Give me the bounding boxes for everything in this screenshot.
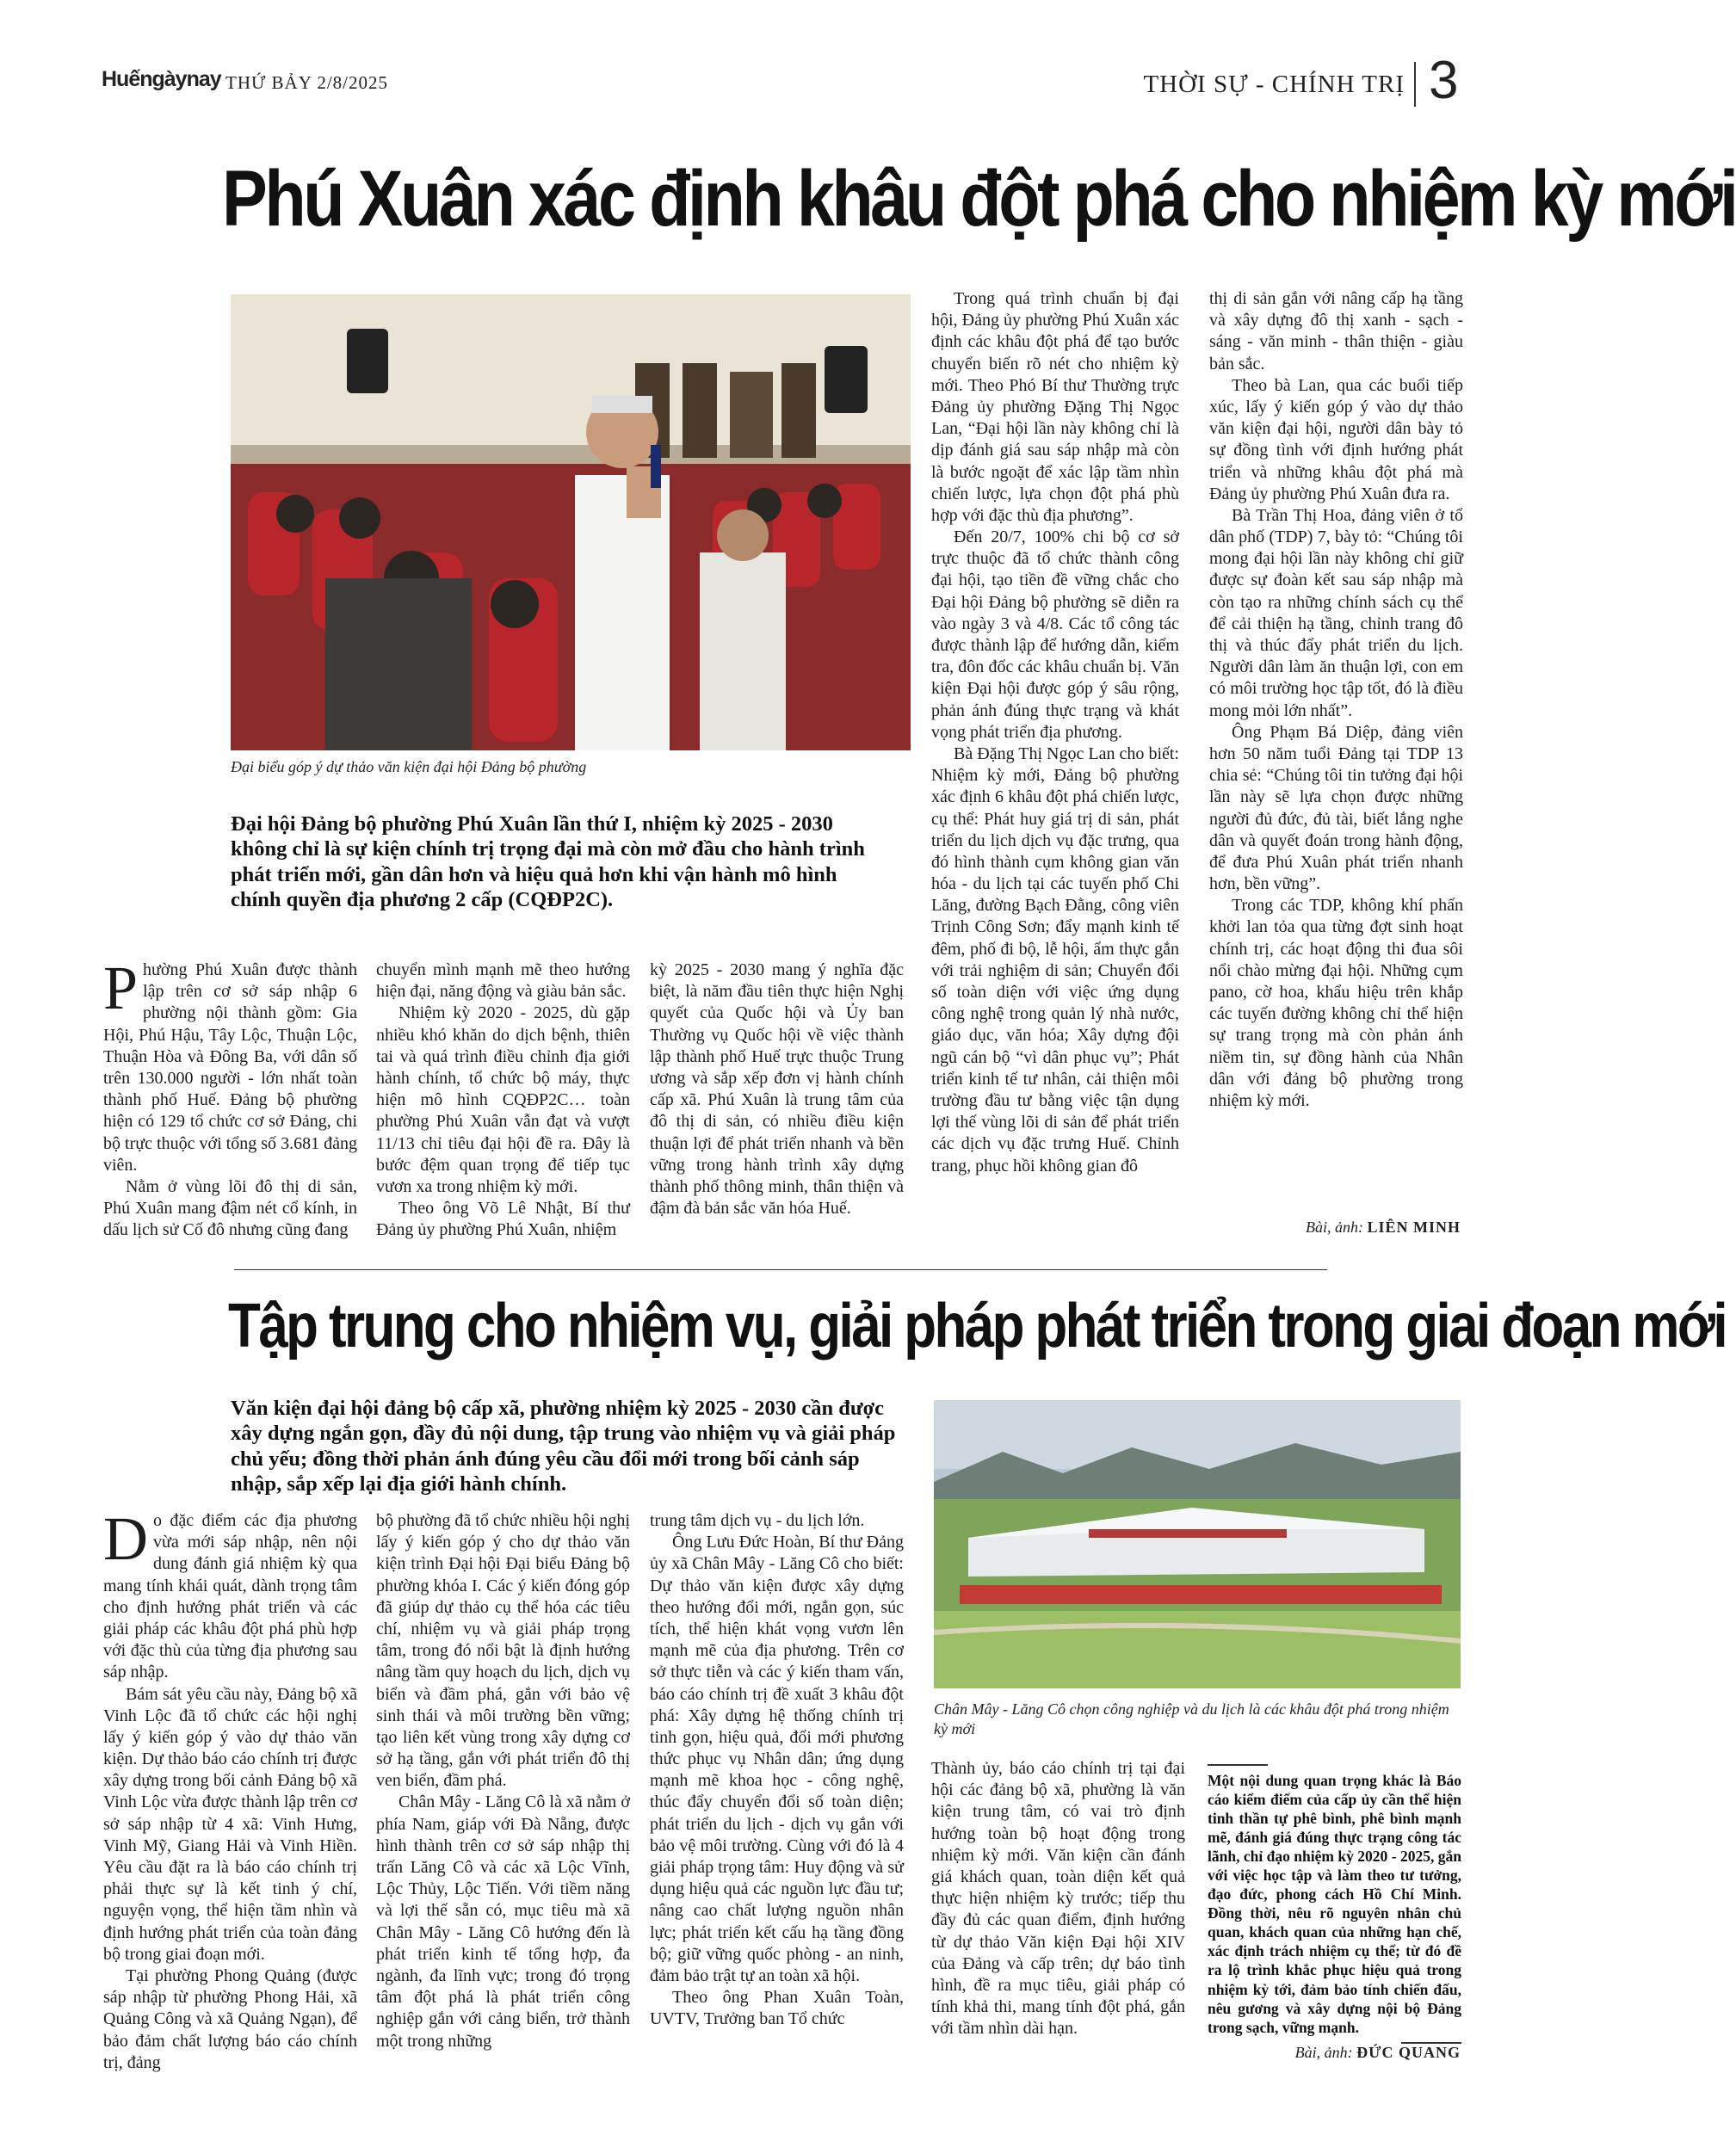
paragraph: Ông Phạm Bá Diệp, đảng viên hơn 50 năm tuổi Đảng tại TDP 13 chia sẻ: “Chúng tôi tin tưởng đại hội lần này sẽ lựa chọn được những người đủ đức, đủ tài, biết lắng nghe dân và quyết đoán trong hành động, để đưa Phú Xuân phát triển nhanh hơn, bền vững”. (1209, 722, 1463, 894)
paragraph: o đặc điểm các địa phương vừa mới sáp nhập, nên nội dung đánh giá nhiệm kỳ qua mang tính khái quát, dành trọng tâm cho định hướng phát triển và các giải pháp các khâu đột phá phù hợp với đặc thù của từng địa phương sau sáp nhập. (103, 1511, 357, 1682)
article2-headline: Tập trung cho nhiệm vụ, giải pháp phát triển trong giai đoạn mới (228, 1292, 1726, 1361)
section-title: THỜI SỰ - CHÍNH TRỊ (1143, 71, 1405, 98)
article2-column-1 (103, 1504, 357, 2074)
byline-prefix: Bài, ảnh: (1305, 1219, 1363, 1236)
sidebar-text: Một nội dung quan trọng khác là Báo cáo kiểm điểm của cấp ủy cần thể hiện tinh thần tự phê bình, phê bình mạnh mẽ, đánh giá đúng thực trạng công tác lãnh, chỉ đạo nhiệm kỳ 2020 - 2025, gắn với việc học tập và làm theo tư tưởng, đạo đức, phong cách Hồ Chí Minh. Đồng thời, nêu rõ nguyên nhân chủ quan, khách quan của những hạn chế, xác định trách nhiệm cụ thể; từ đó đề ra lộ trình khắc phục hiệu quả trong nhiệm kỳ tới, đảm bảo tính chiến đấu, nêu gương và xây dựng nội bộ Đảng trong sạch, vững mạnh. (1208, 1772, 1461, 2036)
issue-date: THỨ BẢY 2/8/2025 (225, 72, 389, 93)
article1-column-2 (376, 960, 630, 1241)
paragraph: Nằm ở vùng lõi đô thị di sản, Phú Xuân mang đậm nét cổ kính, in dấu lịch sử Cố đô nhưng cũng đang (103, 1176, 357, 1240)
paragraph: Tại phường Phong Quảng (được sáp nhập từ phường Phong Hải, xã Quảng Công và xã Quảng Ngạn), để bảo đảm chất lượng báo cáo chính trị, đảng (103, 1965, 357, 2072)
article1-column-4 (931, 288, 1179, 1177)
paragraph: Bà Trần Thị Hoa, đảng viên ở tổ dân phố (TDP) 7, bày tỏ: “Chúng tôi mong đại hội lần này không chỉ giữ được sự đoàn kết sau sáp nhập mà còn tạo ra những chính sách cụ thể để cải thiện hạ tầng, chỉnh trang đô thị và thúc đẩy phát triển du lịch. Người dân làm ăn thuận lợi, con em có môi trường học tập tốt, đó là điều mong mỏi lớn nhất”. (1209, 505, 1463, 720)
article1-column-3 (650, 960, 904, 1219)
paragraph: bộ phường đã tổ chức nhiều hội nghị lấy ý kiến góp ý cho dự thảo văn kiện trình Đại hội Đại biểu Đảng bộ phường khóa I. Các ý kiến đóng góp đã giúp dự thảo cụ thể hóa các tiêu chí, nhiệm vụ và giải pháp trọng tâm, trong đó nổi bật là định hướng nâng tầm quy hoạch du lịch, dịch vụ biển và đầm phá, gắn với bảo vệ sinh thái và môi trường bền vững; tạo liên kết vùng trong xây dựng cơ sở hạ tầng, gắn với phát triển đô thị ven biển, đầm phá. (376, 1511, 630, 1791)
article2-column-4 (931, 1758, 1185, 2039)
header-divider (1414, 62, 1416, 107)
paragraph: Trong quá trình chuẩn bị đại hội, Đảng ủy phường Phú Xuân xác định các khâu đột phá để tạo bước chuyển biến rõ nét cho nhiệm kỳ mới. Theo Phó Bí thư Thường trực Đảng ủy phường Đặng Thị Ngọc Lan, “Đại hội lần này không chỉ là dịp đánh giá sau sáp nhập mà còn là bước ngoặt để xác lập tầm nhìn chiến lược, lựa chọn đột phá phù hợp với đặc thù địa phương”. (931, 289, 1179, 525)
paragraph: Nhiệm kỳ 2020 - 2025, dù gặp nhiều khó khăn do dịch bệnh, thiên tai và quá trình điều chỉnh địa giới hành chính, tổ chức bộ máy, thực hiện mô hình CQĐP2C… toàn phường Phú Xuân vẫn đạt và vượt 11/13 chỉ tiêu đại hội đề ra. Đây là bước đệm quan trọng để tiếp tục vươn xa trong nhiệm kỳ mới. (376, 1003, 630, 1196)
paragraph: Theo ông Phan Xuân Toàn, UVTV, Trưởng ban Tổ chức (650, 1988, 904, 2029)
paragraph: Theo bà Lan, qua các buổi tiếp xúc, lấy ý kiến góp ý vào dự thảo văn kiện đại hội, người dân bày tỏ sự đồng tình với định hướng phát triển và những khâu đột phá mà Đảng ủy phường Phú Xuân đưa ra. (1209, 375, 1463, 503)
paragraph: Trong các TDP, không khí phấn khởi lan tỏa qua từng đợt sinh hoạt chính trị, các hoạt động thi đua sôi nổi chào mừng đại hội. Những cụm pano, cờ hoa, khẩu hiệu trên khắp các tuyến đường không chỉ thể hiện sự trang trọng mà còn phản ánh niềm tin, sự đồng hành của Nhân dân với đảng bộ phường trong nhiệm kỳ mới. (1209, 896, 1463, 1110)
article2-byline (1295, 2044, 1461, 2062)
article2-lead: Văn kiện đại hội đảng bộ cấp xã, phường nhiệm kỳ 2025 - 2030 cần được xây dựng ngắn gọn, đầy đủ nội dung, tập trung vào nhiệm vụ và giải pháp chủ yếu; đồng thời phản ánh đúng yêu cầu đổi mới trong bối cảnh sáp nhập, sắp xếp lại địa giới hành chính. (231, 1397, 896, 1496)
byline-author: ĐỨC QUANG (1356, 2044, 1461, 2061)
byline-prefix: Bài, ảnh: (1294, 2044, 1353, 2061)
paragraph: chuyển mình mạnh mẽ theo hướng hiện đại, năng động và giàu bản sắc. (376, 960, 630, 1002)
sidebar-top-rule (1208, 1764, 1268, 1766)
article1-byline (1306, 1219, 1461, 1237)
article1-column-5 (1209, 288, 1463, 1112)
paragraph: Chân Mây - Lăng Cô là xã nằm ở phía Nam, giáp với Đà Nẵng, được hình thành trên cơ sở sáp nhập thị trấn Lăng Cô và các xã Lộc Vĩnh, Lộc Thủy, Lộc Tiến. Với tiềm năng và lợi thế sẵn có, mục tiêu mà xã Chân Mây - Lăng Cô hướng đến là phát triển kinh tế tổng hợp, đa ngành, đa lĩnh vực; trong đó trọng tâm đột phá là phát triển công nghiệp gắn với cảng biển, trở thành một trong những (376, 1793, 630, 2051)
paragraph: kỳ 2025 - 2030 mang ý nghĩa đặc biệt, là năm đầu tiên thực hiện Nghị quyết của Quốc hội và Ủy ban Thường vụ Quốc hội về việc thành lập thành phố Huế trực thuộc Trung ương và sắp xếp đơn vị hành chính cấp xã. Phú Xuân là trung tâm của đô thị di sản, có nhiều điều kiện thuận lợi để phát triển nhanh và bền vững trong hành trình xây dựng thành phố thông minh, thân thiện và đậm đà bản sắc văn hóa Huế. (650, 960, 904, 1219)
paragraph: Bà Đặng Thị Ngọc Lan cho biết: Nhiệm kỳ mới, Đảng bộ phường xác định 6 khâu đột phá chiến lược, cụ thể: Phát huy giá trị di sản, phát triển du lịch dịch vụ đặc trưng, qua đó hình thành cụm không gian văn hóa - du lịch tại các tuyến phố Chi Lăng, đường Bạch Đằng, công viên Trịnh Công Sơn; đẩy mạnh kinh tế đêm, phố đi bộ, lễ hội, ẩm thực gắn với trải nghiệm di sản; Chuyển đổi số toàn diện với việc ứng dụng công nghệ trong quản lý nhà nước, giáo dục, văn hóa; Xây dựng đội ngũ cán bộ “vì dân phục vụ”; Phát triển kinh tế tư nhân, cải thiện môi trường đầu tư bằng việc tận dụng lợi thế vùng lõi di sản để phát triển các dịch vụ đặc trưng Huế. Chỉnh trang, phục hồi không gian đô (931, 744, 1179, 1175)
article2-photo-caption: Chân Mây - Lăng Cô chọn công nghiệp và du lịch là các khâu đột phá trong nhiệm kỳ mới (934, 1700, 1449, 1737)
article1-photo (231, 294, 911, 750)
paragraph: Bám sát yêu cầu này, Đảng bộ xã Vinh Lộc đã tổ chức các hội nghị lấy ý kiến góp ý vào dự thảo văn kiện. Dự thảo báo cáo chính trị được xây dựng trong bối cảnh Đảng bộ xã Vinh Lộc vừa được thành lập trên cơ sở sáp nhập từ 4 xã: Vinh Hưng, Vinh Mỹ, Giang Hải và Vinh Hiền. Yêu cầu đặt ra là báo cáo chính trị phải thực sự là kết tinh ý chí, nguyện vọng, thể hiện tầm nhìn và định hướng phát triển của toàn đảng bộ trong giai đoạn mới. (103, 1684, 357, 1964)
byline-author: LIÊN MINH (1367, 1219, 1461, 1236)
article-divider (234, 1269, 1327, 1270)
page-number: 3 (1429, 51, 1459, 110)
article2-column-3 (650, 1510, 904, 2031)
paragraph: hường Phú Xuân được thành lập trên cơ sở sáp nhập 6 phường nội thành gồm: Gia Hội, Phú Hậu, Tây Lộc, Thuận Lộc, Thuận Hòa và Đông Ba, với dân số trên 130.000 người - lớn nhất toàn thành phố Huế. Đảng bộ phường hiện có 129 tổ chức cơ sở Đảng, chi bộ trực thuộc với tổng số 3.681 đảng viên. (103, 960, 357, 1175)
article2-photo (934, 1400, 1461, 1688)
paragraph: Ông Lưu Đức Hoàn, Bí thư Đảng ủy xã Chân Mây - Lăng Cô cho biết: Dự thảo văn kiện được xây dựng theo hướng đổi mới, ngắn gọn, súc tích, thể hiện khát vọng vươn lên mạnh mẽ của địa phương. Trên cơ sở thực tiễn và các ý kiến tham vấn, báo cáo chính trị đề xuất 3 khâu đột phá: Xây dựng hệ thống chính trị tinh gọn, hiệu quả, đổi mới phương thức phục vụ Nhân dân; ứng dụng mạnh mẽ khoa học - công nghệ, thúc đẩy chuyển đổi số toàn diện; phát triển du lịch - dịch vụ gắn với bảo vệ môi trường. Cùng với đó là 4 giải pháp trọng tâm: Huy động và sử dụng hiệu quả các nguồn lực đầu tư; nâng cao chất lượng nguồn nhân lực; phát triển kết cấu hạ tầng đồng bộ; giữ vững quốc phòng - an ninh, đảm bảo trật tự an toàn xã hội. (650, 1533, 904, 1985)
article2-dropcap: D (103, 1504, 148, 1573)
paragraph: Đến 20/7, 100% chi bộ cơ sở trực thuộc đã tổ chức thành công đại hội, tạo tiền đề vững chắc cho Đại hội Đảng bộ phường sẽ diễn ra vào ngày 3 và 4/8. Các tổ công tác được thành lập để hướng dẫn, kiểm tra, đôn đốc các khâu chuẩn bị. Văn kiện Đại hội được góp ý sâu rộng, phản ánh đúng thực trạng và khát vọng phát triển địa phương. (931, 528, 1179, 742)
masthead-brand: Huếngàynay (102, 67, 221, 91)
article2-column-2 (376, 1510, 630, 2052)
article2-sidebar-quote (1208, 1764, 1461, 2044)
paragraph: thị di sản gắn với nâng cấp hạ tầng và xây dựng đô thị xanh - sạch - sáng - văn minh - thân thiện - giàu bản sắc. (1209, 289, 1463, 373)
article1-dropcap: P (103, 953, 139, 1022)
article1-headline: Phú Xuân xác định khâu đột phá cho nhiệm kỳ mới (222, 155, 1736, 243)
paragraph: trung tâm dịch vụ - du lịch lớn. (650, 1511, 865, 1530)
article1-lead: Đại hội Đảng bộ phường Phú Xuân lần thứ I, nhiệm kỳ 2025 - 2030 không chỉ là sự kiện chính trị trọng đại mà còn mở đầu cho hành trình phát triển mới, gần dân hơn và hiệu quả hơn khi vận hành mô hình chính quyền địa phương 2 cấp (CQĐP2C). (231, 812, 865, 912)
paragraph: Theo ông Võ Lê Nhật, Bí thư Đảng ủy phường Phú Xuân, nhiệm (376, 1199, 630, 1240)
paragraph: Thành ủy, báo cáo chính trị tại đại hội các đảng bộ xã, phường là văn kiện trung tâm, có vai trò định hướng toàn bộ hoạt động trong nhiệm kỳ mới. Văn kiện cần đánh giá khách quan, toàn diện kết quả thực hiện nhiệm kỳ trước; tiếp thu đầy đủ các quan điểm, định hướng từ dự thảo Văn kiện Đại hội XIV của Đảng và cấp trên; dự báo tình hình, đề ra mục tiêu, giải pháp có tính khả thi, mang tính đột phá, gắn với tầm nhìn dài hạn. (931, 1759, 1185, 2039)
article1-photo-caption: Đại biểu góp ý dự thảo văn kiện đại hội Đảng bộ phường (231, 758, 587, 775)
article1-column-1 (103, 953, 357, 1241)
